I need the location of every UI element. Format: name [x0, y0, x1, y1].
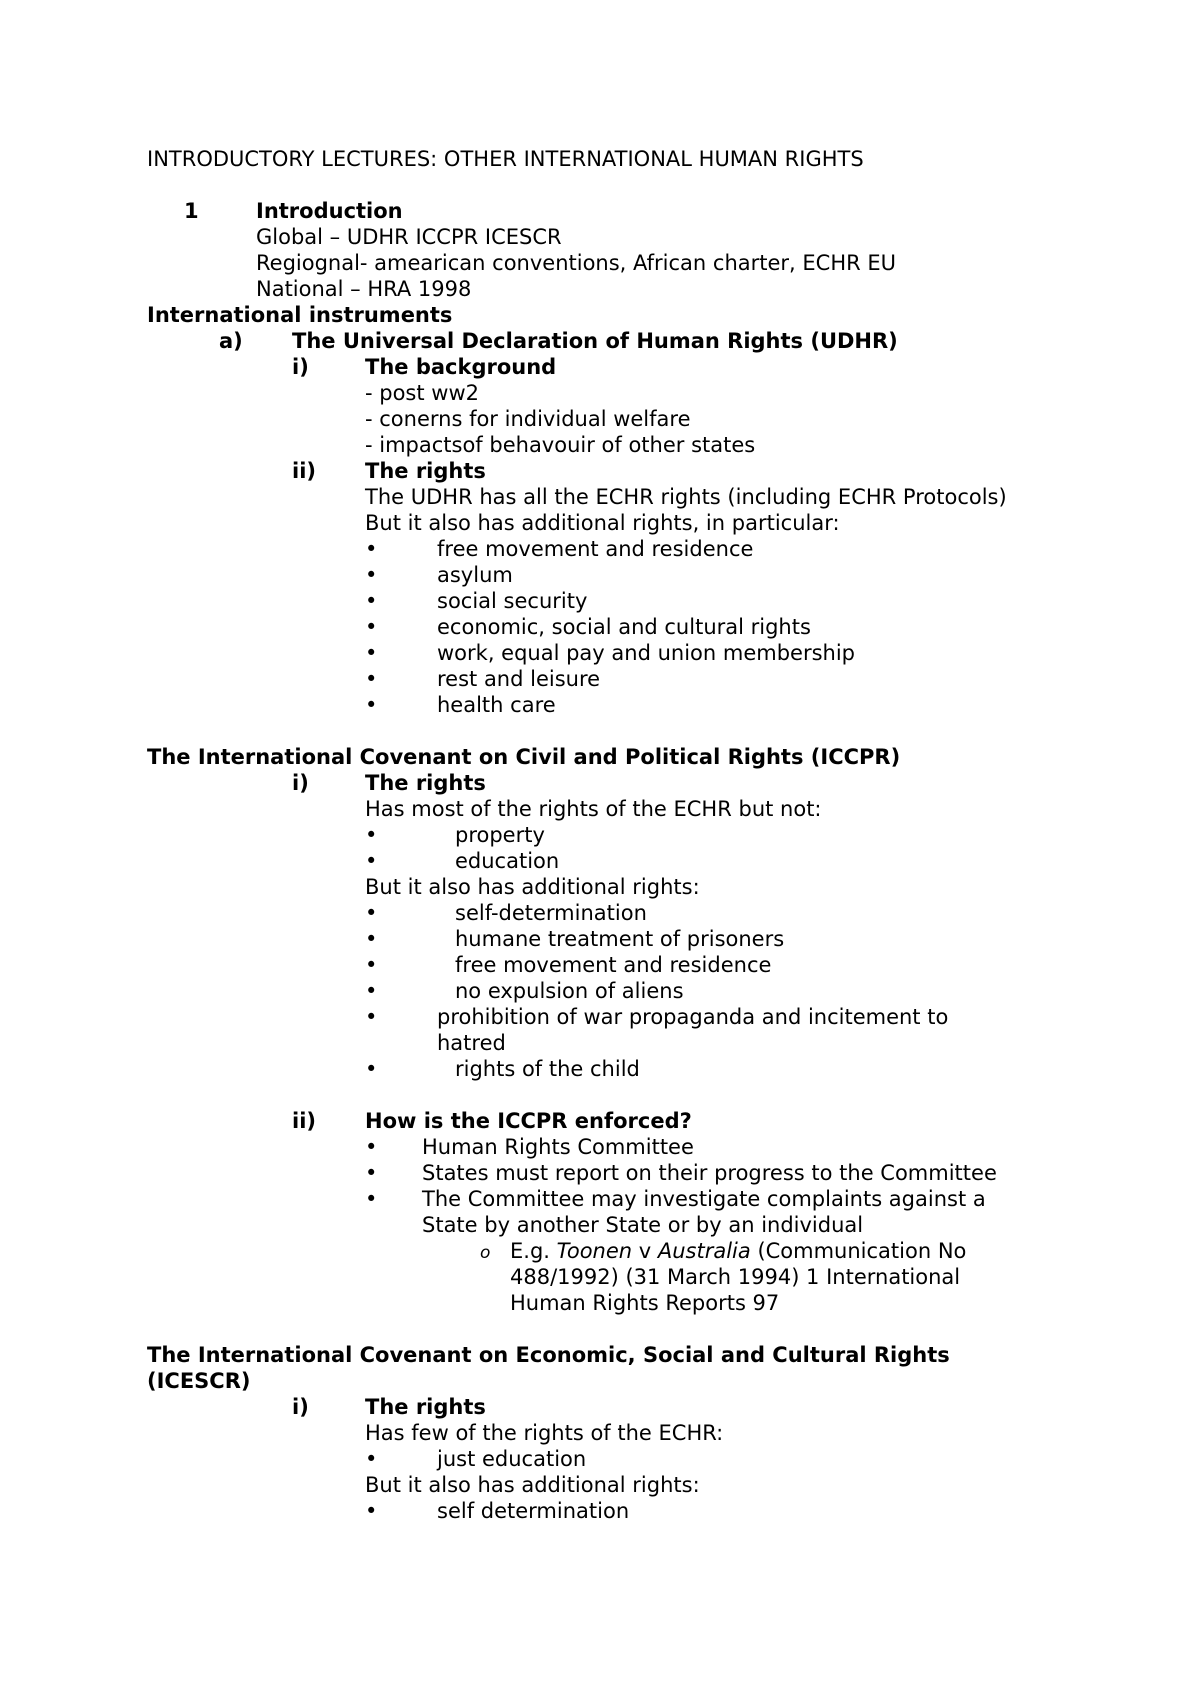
bullet-icon — [365, 900, 377, 926]
example-line: Human Rights Reports 97 — [510, 1291, 780, 1315]
list-item-continuation: State by another State or by an individual — [422, 1213, 864, 1237]
list-item: free movement and residence — [455, 953, 772, 977]
list-item: work, equal pay and union membership — [437, 641, 856, 665]
bullet-icon — [365, 978, 377, 1004]
list-item: prohibition of war propaganda and incitement to — [437, 1005, 949, 1029]
list-item: humane treatment of prisoners — [455, 927, 785, 951]
bullet-icon — [365, 1498, 377, 1524]
example-line: E.g. Toonen v Australia (Communication No — [510, 1239, 967, 1263]
iccpr-rights-line: Has most of the rights of the ECHR but not: — [365, 797, 822, 821]
list-item: self-determination — [455, 901, 647, 925]
intro-heading: Introduction — [256, 199, 403, 223]
udhr-background-marker: i) — [292, 355, 309, 379]
list-item: rest and leisure — [437, 667, 601, 691]
background-line: - impactsof behavouir of other states — [365, 433, 756, 457]
list-item: social security — [437, 589, 588, 613]
list-item: rights of the child — [455, 1057, 640, 1081]
section-number: 1 — [184, 199, 199, 223]
intro-line-regional: Regiognal- amearican conventions, African charter, ECHR EU — [256, 251, 897, 275]
udhr-rights-line: The UDHR has all the ECHR rights (including ECHR Protocols) — [365, 485, 1007, 509]
example-line: 488/1992) (31 March 1994) 1 International — [510, 1265, 961, 1289]
sub-bullet-icon — [480, 1238, 490, 1266]
bullet-icon — [365, 1186, 377, 1212]
icescr-rights-line: Has few of the rights of the ECHR: — [365, 1421, 724, 1445]
bullet-icon — [365, 614, 377, 640]
bullet-icon — [365, 562, 377, 588]
icescr-rights-line: But it also has additional rights: — [365, 1473, 700, 1497]
icescr-rights-marker: i) — [292, 1395, 309, 1419]
list-item: Human Rights Committee — [422, 1135, 694, 1159]
list-item: States must report on their progress to the Committee — [422, 1161, 997, 1185]
icescr-rights-heading: The rights — [365, 1395, 486, 1419]
bullet-icon — [365, 666, 377, 692]
bullet-icon — [365, 822, 377, 848]
list-item: education — [455, 849, 560, 873]
icescr-heading: The International Covenant on Economic, Social and Cultural Rights — [147, 1343, 950, 1367]
bullet-icon — [365, 1134, 377, 1160]
udhr-marker: a) — [219, 329, 243, 353]
bullet-icon — [365, 1446, 377, 1472]
bullet-icon — [365, 1160, 377, 1186]
icescr-heading-cont: (ICESCR) — [147, 1369, 251, 1393]
udhr-rights-heading: The rights — [365, 459, 486, 483]
intro-line-national: National – HRA 1998 — [256, 277, 472, 301]
list-item: The Committee may investigate complaints against a — [422, 1187, 986, 1211]
udhr-rights-marker: ii) — [292, 459, 316, 483]
intro-line-global: Global – UDHR ICCPR ICESCR — [256, 225, 562, 249]
iccpr-rights-heading: The rights — [365, 771, 486, 795]
background-line: - conerns for individual welfare — [365, 407, 691, 431]
background-line: - post ww2 — [365, 381, 479, 405]
iccpr-rights-marker: i) — [292, 771, 309, 795]
bullet-icon — [365, 640, 377, 666]
bullet-icon — [365, 588, 377, 614]
bullet-icon — [365, 692, 377, 718]
list-item: self determination — [437, 1499, 630, 1523]
iccpr-heading: The International Covenant on Civil and Political Rights (ICCPR) — [147, 745, 901, 769]
list-item: property — [455, 823, 545, 847]
bullet-icon — [365, 1056, 377, 1082]
list-item: free movement and residence — [437, 537, 754, 561]
udhr-heading: The Universal Declaration of Human Rights (UDHR) — [292, 329, 898, 353]
list-item: no expulsion of aliens — [455, 979, 684, 1003]
bullet-icon — [365, 848, 377, 874]
iccpr-rights-line: But it also has additional rights: — [365, 875, 700, 899]
bullet-icon — [365, 536, 377, 562]
list-item: just education — [437, 1447, 587, 1471]
list-item: asylum — [437, 563, 513, 587]
list-item-continuation: hatred — [437, 1031, 506, 1055]
list-item: economic, social and cultural rights — [437, 615, 811, 639]
udhr-rights-line: But it also has additional rights, in particular: — [365, 511, 840, 535]
page-title: INTRODUCTORY LECTURES: OTHER INTERNATIONAL HUMAN RIGHTS — [147, 147, 864, 171]
instruments-heading: International instruments — [147, 303, 453, 327]
iccpr-enforcement-marker: ii) — [292, 1109, 316, 1133]
iccpr-enforcement-heading: How is the ICCPR enforced? — [365, 1109, 692, 1133]
bullet-icon — [365, 926, 377, 952]
list-item: health care — [437, 693, 556, 717]
udhr-background-heading: The background — [365, 355, 557, 379]
bullet-icon — [365, 952, 377, 978]
bullet-icon — [365, 1004, 377, 1030]
